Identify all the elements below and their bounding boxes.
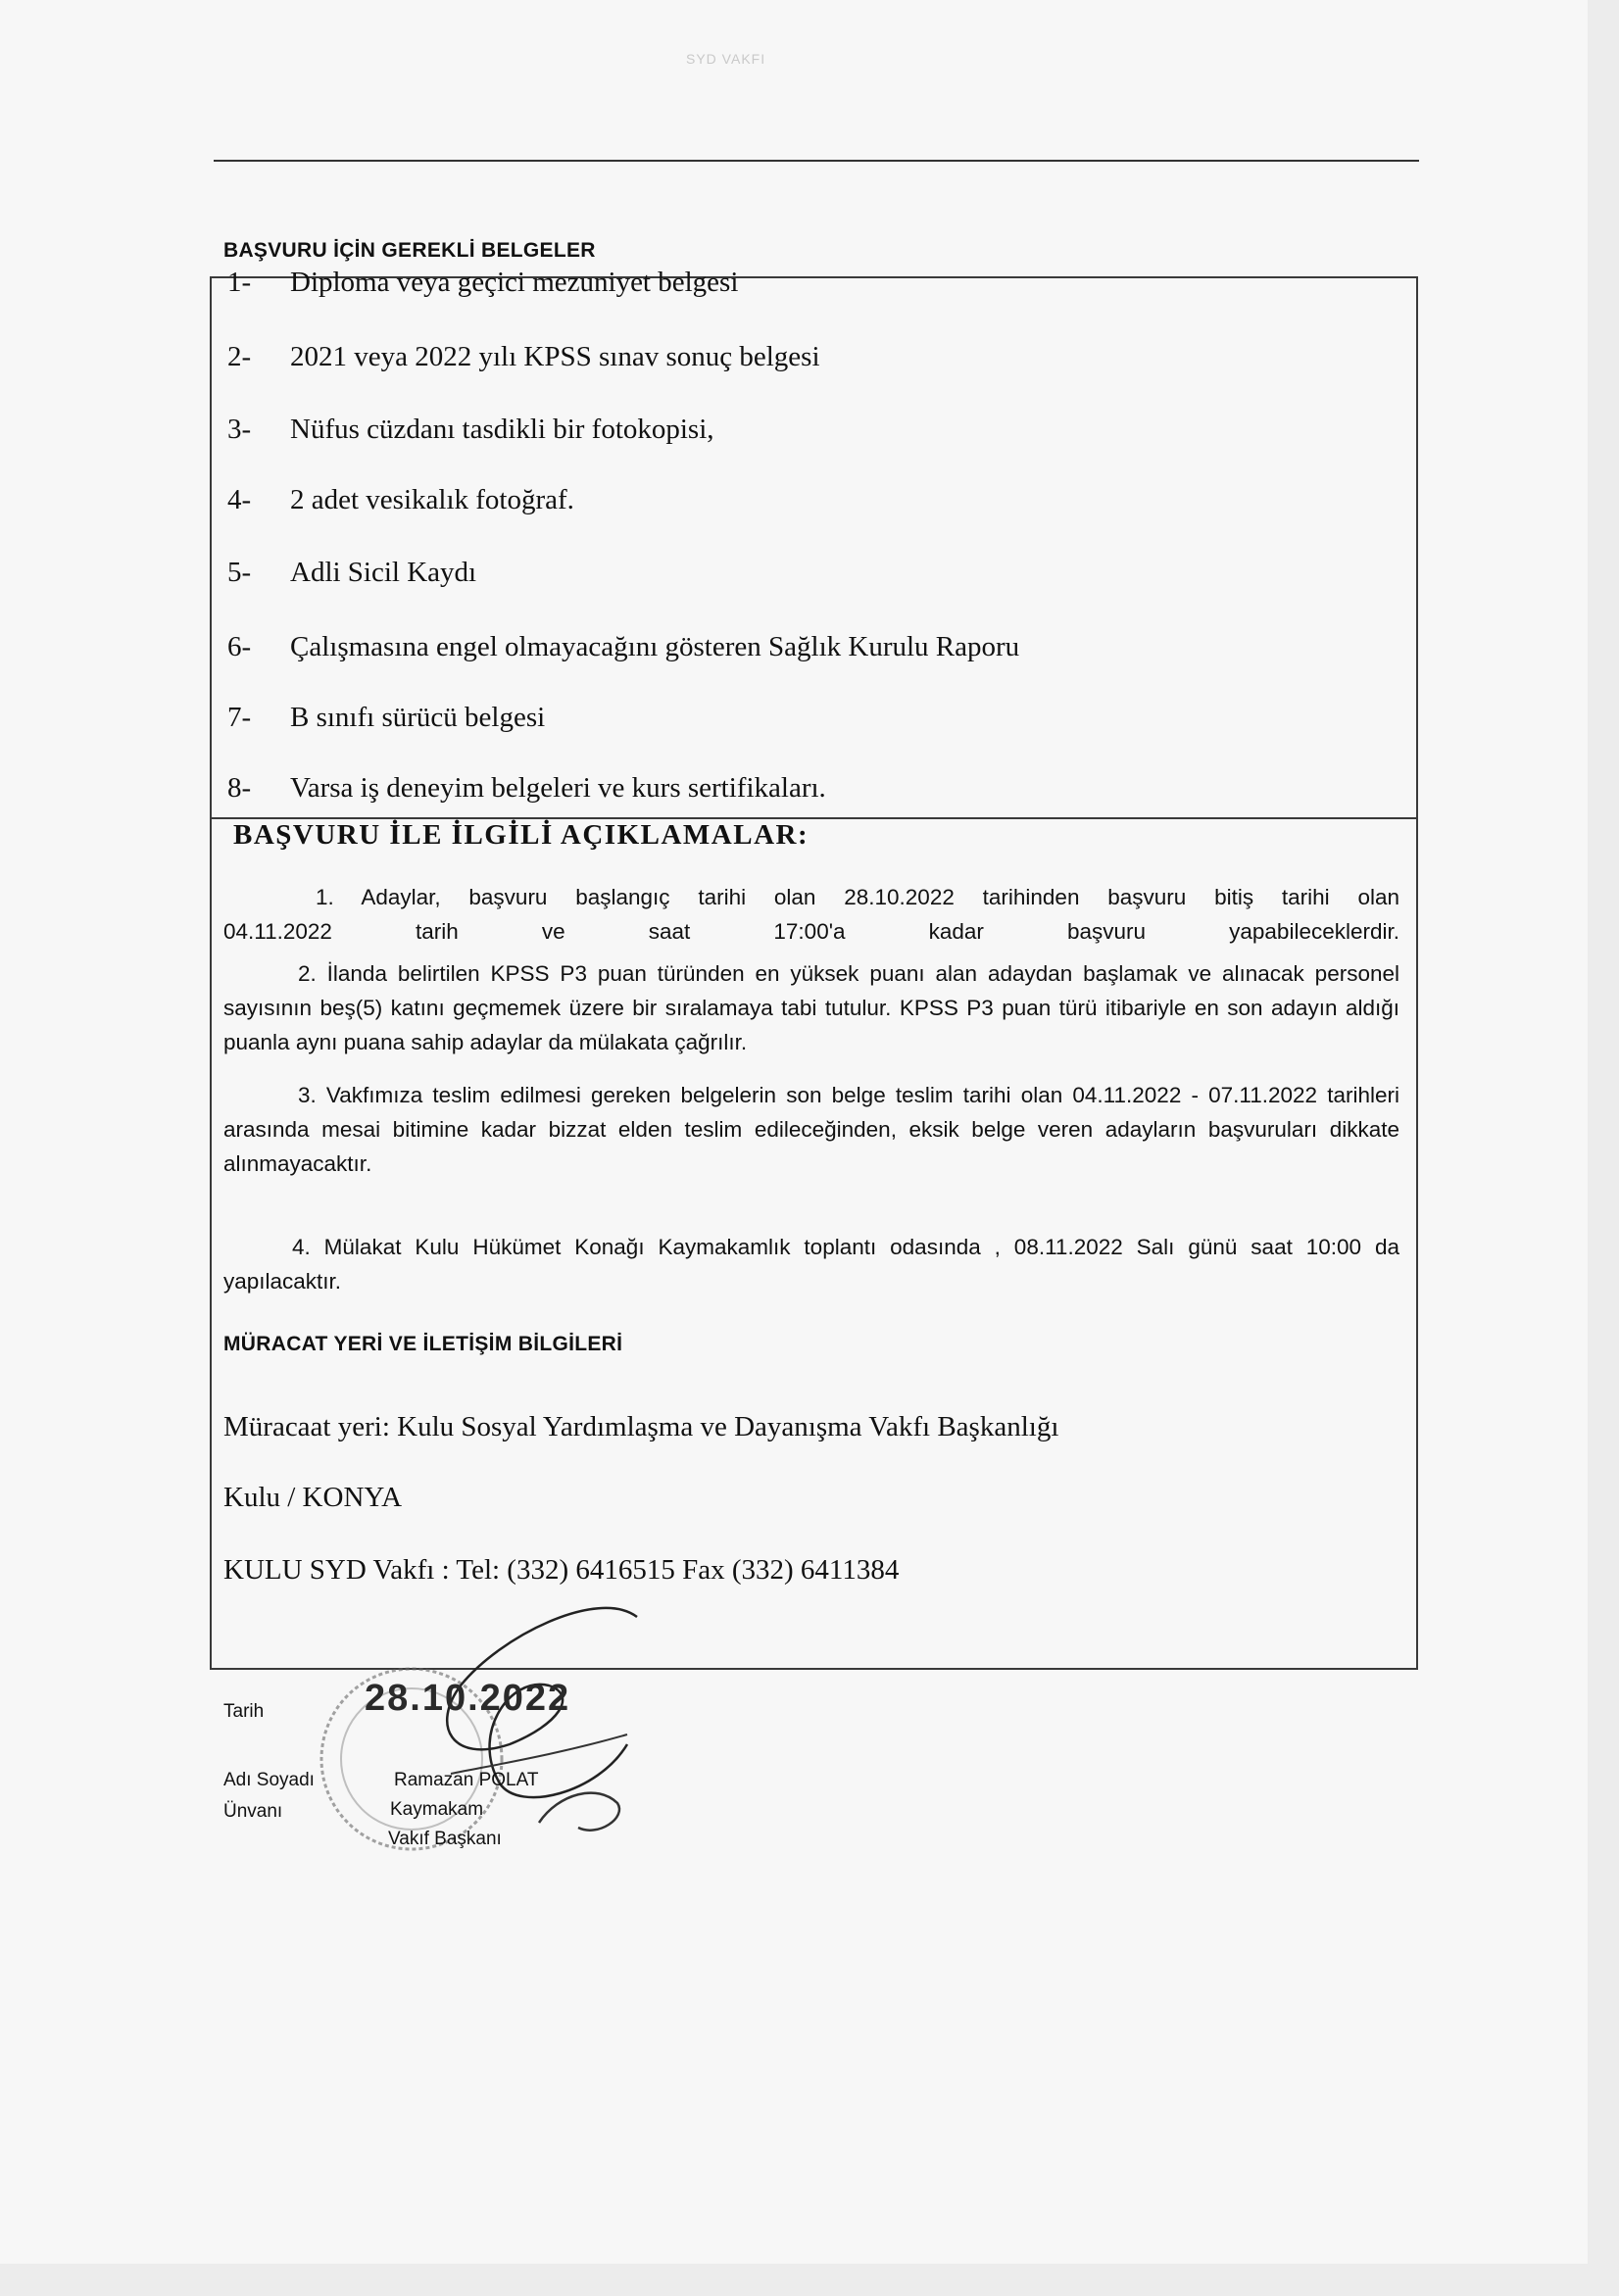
name-label: Adı Soyadı (223, 1770, 315, 1790)
requirement-number: 8- (227, 772, 252, 804)
explanation-item-4 (223, 1230, 1399, 1298)
requirement-item (227, 772, 826, 805)
explanation-item-1-cont: 04.11.2022 tarih ve saat 17:00'a kadar başvuru yapabileceklerdir. (223, 919, 1399, 944)
date-value: 28.10.2022 (365, 1678, 571, 1719)
requirement-text: Varsa iş deneyim belgeleri ve kurs sertifikaları. (290, 772, 826, 804)
requirement-number: 2- (227, 341, 252, 372)
requirement-number: 7- (227, 702, 252, 733)
contact-place: Müracaat yeri: Kulu Sosyal Yardımlaşma ve Dayanışma Vakfı Başkanlığı (223, 1411, 1059, 1442)
requirement-item (227, 414, 714, 446)
requirement-item (227, 557, 476, 589)
title-value-2: Vakıf Başkanı (388, 1829, 502, 1849)
requirement-item (227, 267, 738, 299)
requirement-item (227, 631, 1019, 663)
top-rule (214, 160, 1419, 162)
requirement-number: 3- (227, 414, 252, 445)
requirements-heading: BAŞVURU İÇİN GEREKLİ BELGELER (223, 239, 596, 262)
explanation-2-text: 2. İlanda belirtilen KPSS P3 puan türünden en yüksek puanı alan adaydan başlamak ve alınacak personel sayısının beş(5) katını geçmemek üzere bir sıralamaya tabi tutulur. KPSS P3 puan türü itibariyle en son adayın aldığı puanla aynı puana sahip adaylar da mülakata çağrılır. (223, 961, 1399, 1054)
contact-phone: KULU SYD Vakfı : Tel: (332) 6416515 Fax (332) 6411384 (223, 1554, 900, 1586)
requirement-item (227, 702, 545, 734)
requirement-text: 2 adet vesikalık fotoğraf. (290, 484, 574, 515)
requirement-number: 5- (227, 557, 252, 588)
title-label: Ünvanı (223, 1801, 283, 1822)
requirement-text: 2021 veya 2022 yılı KPSS sınav sonuç belgesi (290, 341, 820, 372)
requirement-text: B sınıfı sürücü belgesi (290, 702, 546, 733)
explanation-1-line-1: 1. Adaylar, başvuru başlangıç tarihi olan 28.10.2022 tarihinden başvuru bitiş tarihi olan (316, 885, 1399, 909)
contact-heading: MÜRACAT YERİ VE İLETİŞİM BİLGİLERİ (223, 1333, 623, 1355)
requirement-item (227, 341, 820, 373)
explanation-item-3 (223, 1078, 1399, 1181)
requirement-number: 6- (227, 631, 252, 662)
explanation-3-text: 3. Vakfımıza teslim edilmesi gereken belgelerin son belge teslim tarihi olan 04.11.2022 - 07.11.2022 tarihleri arasında mesai bitimine kadar bizzat elden teslim edileceğinden, eksik belge veren adayların başvuruları dikkate alınmayacaktır. (223, 1083, 1399, 1176)
requirement-number: 4- (227, 484, 252, 515)
name-value: Ramazan POLAT (394, 1770, 539, 1790)
faint-header-text: SYD VAKFI (686, 51, 766, 67)
requirement-number: 1- (227, 267, 252, 298)
requirement-text: Nüfus cüzdanı tasdikli bir fotokopisi, (290, 414, 714, 445)
requirement-text: Çalışmasına engel olmayacağını gösteren Sağlık Kurulu Raporu (290, 631, 1020, 662)
explanations-heading: BAŞVURU İLE İLGİLİ AÇIKLAMALAR: (233, 819, 810, 851)
date-label: Tarih (223, 1701, 265, 1722)
explanation-item-2 (223, 956, 1399, 1059)
requirement-text: Adli Sicil Kaydı (290, 557, 477, 588)
requirement-text: Diploma veya geçici mezuniyet belgesi (290, 267, 739, 298)
contact-city: Kulu / KONYA (223, 1482, 403, 1513)
explanation-4-text: 4. Mülakat Kulu Hükümet Konağı Kaymakamlık toplantı odasında , 08.11.2022 Salı günü saat 10:00 da yapılacaktır. (223, 1235, 1399, 1294)
title-value: Kaymakam (390, 1799, 484, 1820)
requirement-item (227, 484, 574, 516)
explanation-item-1 (223, 880, 1399, 914)
